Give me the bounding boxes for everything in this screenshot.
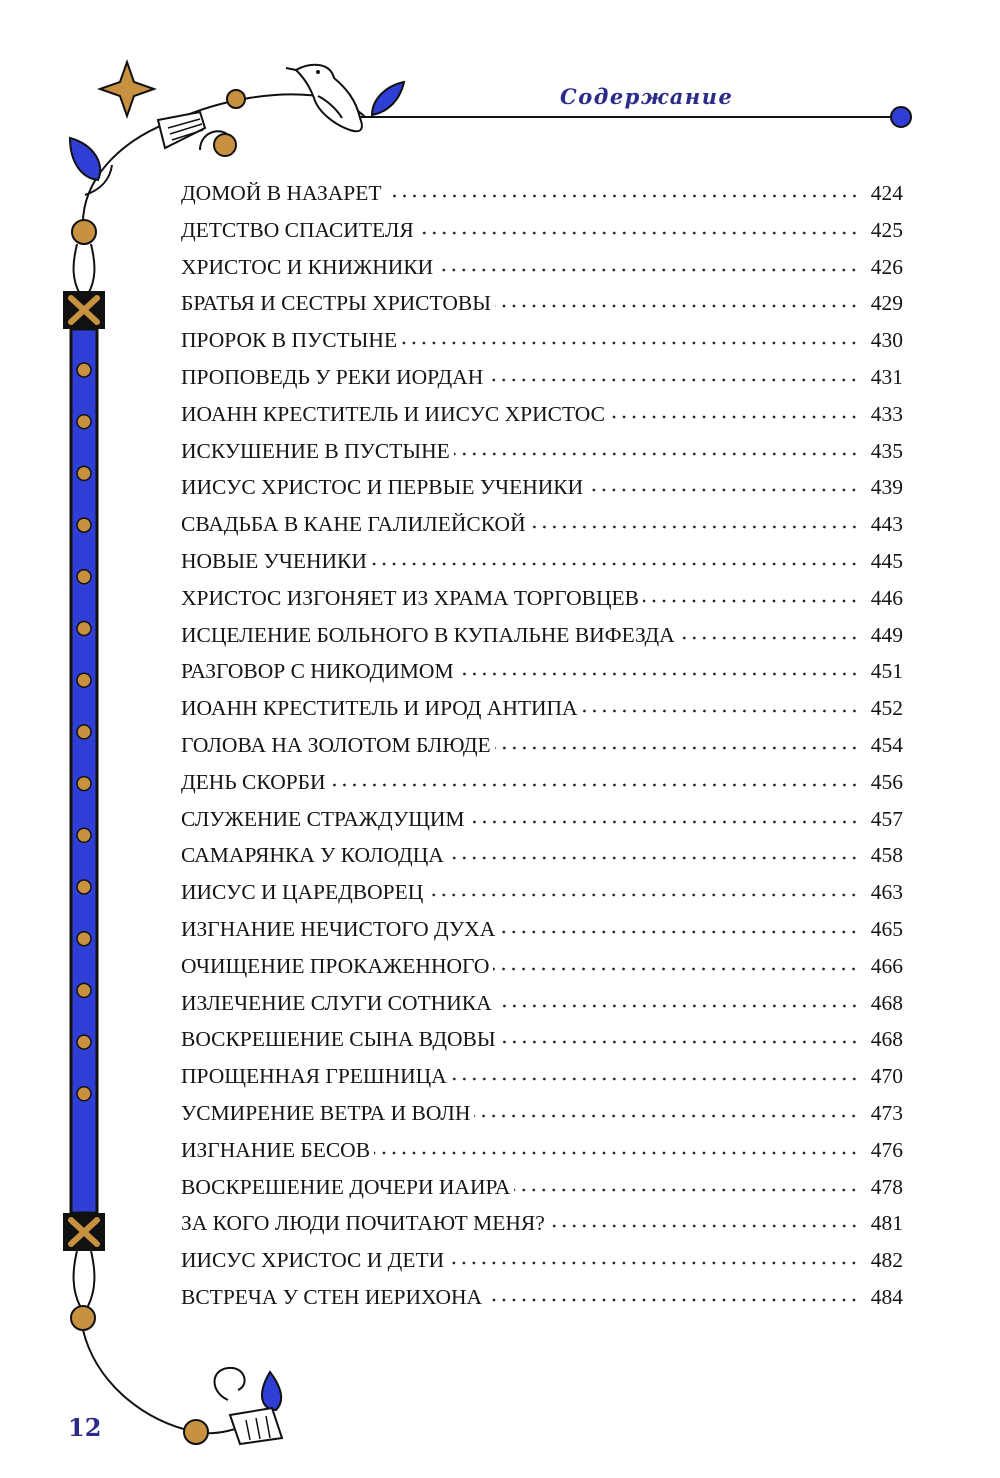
curl-ornament [215,1368,245,1400]
dot-leader [495,745,859,751]
toc-entry-page: 466 [870,953,903,978]
toc-entry[interactable] [181,690,903,727]
toc-entry-title: ДЕТСТВО СПАСИТЕЛЯ [181,217,414,242]
dot-leader [458,671,859,677]
toc-entry-page: 452 [870,696,903,721]
toc-entry-page: 426 [870,254,903,279]
toc-entry-page: 473 [870,1100,903,1125]
toc-entry[interactable] [181,1132,903,1169]
dot-leader [500,1039,859,1045]
toc-entry-page: 468 [870,990,903,1015]
column-bead [77,466,91,480]
toc-entry-title: ИЗГНАНИЕ НЕЧИСТОГО ДУХА [181,916,496,941]
column-bead [77,518,91,532]
dot-leader [609,414,859,420]
toc-entry-title: ИОАНН КРЕСТИТЕЛЬ И ИИСУС ХРИСТОС [181,401,605,426]
toc-entry-title: НОВЫЕ УЧЕНИКИ [181,548,367,573]
toc-entry[interactable] [181,1095,903,1132]
column-bead [77,570,91,584]
star-icon [100,62,154,116]
toc-entry-title: ГОЛОВА НА ЗОЛОТОМ БЛЮДЕ [181,732,491,757]
column-bead [77,880,91,894]
toc-entry[interactable] [181,285,903,322]
toc-entry-page: 478 [870,1174,903,1199]
header-rule-end-dot [891,107,911,127]
toc-entry[interactable] [181,727,903,764]
toc-entry-title: ВОСКРЕШЕНИЕ СЫНА ВДОВЫ [181,1027,496,1052]
toc-entry[interactable] [181,764,903,801]
dot-leader [582,708,859,714]
toc-entry-page: 443 [870,512,903,537]
toc-entry-title: УСМИРЕНИЕ ВЕТРА И ВОЛН [181,1100,471,1125]
toc-entry-title: ИИСУС ХРИСТОС И ПЕРВЫЕ УЧЕНИКИ [181,475,584,500]
toc-entry-title: ВОСКРЕШЕНИЕ ДОЧЕРИ ИАИРА [181,1174,511,1199]
dot-leader [469,819,859,825]
toc-entry[interactable] [181,506,903,543]
x-block-bottom [63,1213,105,1251]
gold-bead [71,1306,95,1330]
toc-entry[interactable] [181,249,903,286]
toc-entry-page: 456 [870,769,903,794]
toc-entry-title: БРАТЬЯ И СЕСТРЫ ХРИСТОВЫ [181,291,491,316]
toc-entry-page: 468 [870,1027,903,1052]
dot-leader [679,635,859,641]
toc-entry[interactable] [181,948,903,985]
toc-entry-page: 458 [870,843,903,868]
dot-leader [493,966,859,972]
toc-entry-title: ИИСУС И ЦАРЕДВОРЕЦ [181,880,424,905]
toc-entry[interactable] [181,617,903,654]
toc-entry-page: 431 [870,364,903,389]
dot-leader [374,1150,859,1156]
toc-entry[interactable] [181,1058,903,1095]
toc-entry-page: 476 [870,1137,903,1162]
leaf-icon [262,1372,281,1410]
toc-entry[interactable] [181,469,903,506]
gold-bead [72,220,96,244]
column-bead [77,777,91,791]
toc-entry-page: 470 [870,1064,903,1089]
toc-entry-page: 449 [870,622,903,647]
dot-leader [486,1297,859,1303]
toc-entry-title: ВСТРЕЧА У СТЕН ИЕРИХОНА [181,1284,483,1309]
dot-leader [487,377,859,383]
toc-entry[interactable] [181,359,903,396]
toc-entry-page: 429 [870,291,903,316]
column-beads [77,363,91,1101]
toc-entry-title: ИЗЛЕЧЕНИЕ СЛУГИ СОТНИКА [181,990,492,1015]
column-bead [77,932,91,946]
leaf-icon [70,138,100,180]
toc-entry[interactable] [181,322,903,359]
toc-entry-page: 439 [870,475,903,500]
toc-entry-page: 445 [870,548,903,573]
dot-leader [451,1076,859,1082]
toc-entry-title: ИОАНН КРЕСТИТЕЛЬ И ИРОД АНТИПА [181,696,578,721]
toc-entry-page: 425 [870,217,903,242]
toc-entry-title: ДЕНЬ СКОРБИ [181,769,326,794]
gold-bead [184,1420,208,1444]
toc-entry-title: СЛУЖЕНИЕ СТРАЖДУЩИМ [181,806,465,831]
toc-entry-page: 433 [870,401,903,426]
toc-entry-page: 465 [870,916,903,941]
toc-entry-title: ИСЦЕЛЕНИЕ БОЛЬНОГО В КУПАЛЬНЕ ВИФЕЗДА [181,622,675,647]
column-bead [77,828,91,842]
toc-entry-page: 481 [870,1211,903,1236]
toc-entry-title: ОЧИЩЕНИЕ ПРОКАЖЕННОГО [181,953,490,978]
table-of-contents [181,175,903,1316]
toc-entry-page: 424 [870,181,903,205]
gold-bead [227,90,245,108]
toc-entry[interactable] [181,1279,903,1316]
column-bead [77,415,91,429]
dot-leader [448,855,859,861]
toc-entry-title: ХРИСТОС И КНИЖНИКИ [181,254,434,279]
toc-entry-title: ПРОПОВЕДЬ У РЕКИ ИОРДАН [181,364,484,389]
toc-entry[interactable] [181,837,903,874]
toc-entry-page: 463 [870,880,903,905]
toc-entry-title: ПРОЩЕННАЯ ГРЕШНИЦА [181,1064,447,1089]
toc-entry[interactable] [181,653,903,690]
dot-leader [418,230,859,236]
toc-entry[interactable] [181,1205,903,1242]
toc-entry-title: САМАРЯНКА У КОЛОДЦА [181,843,444,868]
dot-leader [499,929,859,935]
toc-entry-title: СВАДЬБА В КАНЕ ГАЛИЛЕЙСКОЙ [181,512,526,537]
header-title: Содержание [560,84,734,109]
toc-entry-page: 451 [870,659,903,684]
toc-entry-title: ИИСУС ХРИСТОС И ДЕТИ [181,1248,445,1273]
dot-leader [549,1223,859,1229]
toc-entry[interactable] [181,580,903,617]
tassel-ornament [230,1408,282,1444]
column-bead [77,622,91,636]
column-bead [77,725,91,739]
toc-entry-title: ДОМОЙ В НАЗАРЕТ [181,181,382,205]
dot-leader [474,1113,859,1119]
toc-entry-page: 446 [870,585,903,610]
column-bead [77,673,91,687]
dot-leader [530,524,859,530]
dot-leader [448,1260,859,1266]
toc-entry[interactable] [181,1169,903,1206]
toc-entry-page: 482 [870,1248,903,1273]
toc-entry[interactable] [181,911,903,948]
dot-leader [386,193,860,199]
toc-entry-title: ПРОРОК В ПУСТЫНЕ [181,328,398,353]
toc-entry[interactable] [181,874,903,911]
dot-leader [587,487,859,493]
blue-border-column [71,329,97,1213]
toc-entry-title: ИЗГНАНИЕ БЕСОВ [181,1137,371,1162]
toc-entry-page: 457 [870,806,903,831]
toc-entry-title: РАЗГОВОР С НИКОДИМОМ [181,659,454,684]
toc-entry-title: ИСКУШЕНИЕ В ПУСТЫНЕ [181,438,450,463]
dot-leader [454,451,859,457]
toc-entry-page: 484 [870,1284,903,1309]
dot-leader [371,561,859,567]
toc-entry-page: 454 [870,732,903,757]
toc-entry[interactable] [181,1242,903,1279]
column-bead [77,1087,91,1101]
dot-leader [437,267,859,273]
toc-entry[interactable] [181,212,903,249]
dot-leader [330,782,859,788]
toc-entry[interactable] [181,396,903,433]
toc-entry[interactable] [181,985,903,1022]
toc-entry[interactable] [181,801,903,838]
toc-entry[interactable] [181,1021,903,1058]
toc-entry[interactable] [181,433,903,470]
dot-leader [495,303,859,309]
dot-leader [643,598,859,604]
toc-entry-page: 435 [870,438,903,463]
column-bead [77,1035,91,1049]
bird-icon [286,65,362,132]
dot-leader [401,340,859,346]
toc-entry-title: ЗА КОГО ЛЮДИ ПОЧИТАЮТ МЕНЯ? [181,1211,545,1236]
leaf-icon [372,82,404,115]
toc-entry-page: 430 [870,328,903,353]
page-number: 12 [68,1413,102,1442]
column-bead [77,363,91,377]
toc-entry[interactable] [181,175,903,212]
dot-leader [496,1003,859,1009]
dot-leader [514,1187,859,1193]
column-bead [77,983,91,997]
x-block-top [63,291,105,329]
dot-leader [427,892,859,898]
toc-entry-title: ХРИСТОС ИЗГОНЯЕТ ИЗ ХРАМА ТОРГОВЦЕВ [181,585,639,610]
toc-entry[interactable] [181,543,903,580]
